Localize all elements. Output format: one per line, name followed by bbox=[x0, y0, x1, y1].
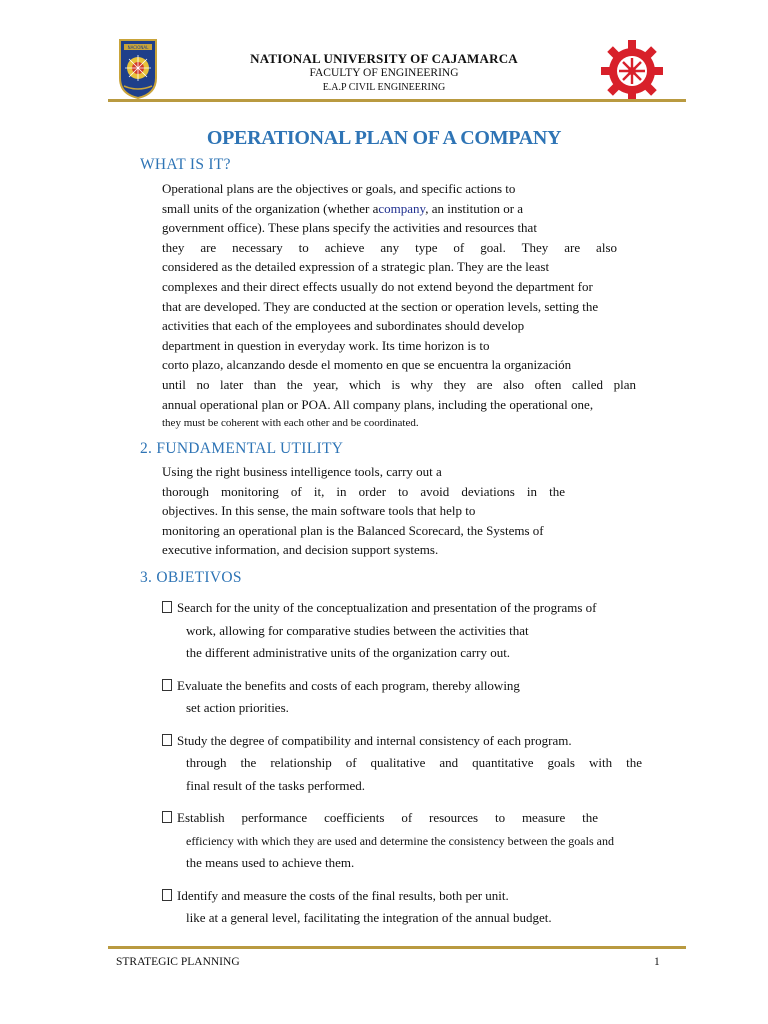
paragraph-line: corto plazo, alcanzando desde el momento en que se encuentra la organización bbox=[162, 357, 572, 373]
checkbox-glyph-icon bbox=[162, 601, 172, 613]
section-heading-objetivos: 3. OBJETIVOS bbox=[140, 569, 242, 586]
paragraph-line: monitoring an operational plan is the Balanced Scorecard, the Systems of bbox=[162, 522, 544, 538]
svg-text:NACIONAL: NACIONAL bbox=[127, 45, 149, 50]
section-paragraph-what-is-it bbox=[162, 179, 674, 434]
paragraph-line: until no later than the year, which is why they are also often called plan bbox=[162, 376, 636, 392]
paragraph-line: thorough monitoring of it, in order to avoid deviations in the bbox=[162, 483, 565, 499]
faculty-name: FACULTY OF ENGINEERING bbox=[309, 67, 459, 79]
company-link[interactable]: company bbox=[378, 200, 426, 216]
paragraph-line: Using the right business intelligence tools, carry out a bbox=[162, 464, 442, 479]
list-item: Study the degree of compatibility and internal consistency of each program. through the relationship of qualitative and quantitative goals with the final result of the tasks performed. bbox=[162, 730, 692, 798]
page-header bbox=[0, 0, 768, 110]
paragraph-line: that are developed. They are conducted at the section or operation levels, setting the bbox=[162, 298, 599, 314]
list-item: Evaluate the benefits and costs of each program, thereby allowing set action priorities. bbox=[162, 675, 692, 720]
page-number: 1 bbox=[654, 956, 660, 968]
list-item: Establish performance coefficients of resources to measure the efficiency with which they are used and determine the consistency between the goals and the means used to achieve them. bbox=[162, 807, 692, 875]
checkbox-glyph-icon bbox=[162, 811, 172, 823]
checkbox-glyph-icon bbox=[162, 679, 172, 691]
school-name: E.A.P CIVIL ENGINEERING bbox=[322, 82, 446, 93]
paragraph-line: they are necessary to achieve any type of goal. They are also bbox=[162, 239, 617, 255]
checkbox-glyph-icon bbox=[162, 889, 172, 901]
header-divider bbox=[108, 99, 686, 102]
list-item: Identify and measure the costs of the final results, both per unit. like at a general level, facilitating the integration of the annual budget. bbox=[162, 885, 692, 930]
paragraph-line: complexes and their direct effects usually do not extend beyond the department for bbox=[162, 278, 593, 294]
section-heading-fundamental-utility: 2. FUNDAMENTAL UTILITY bbox=[140, 440, 344, 457]
footer-title: STRATEGIC PLANNING bbox=[116, 956, 240, 968]
paragraph-line: Operational plans are the objectives or goals, and specific actions to bbox=[162, 181, 516, 196]
list-item: Search for the unity of the conceptualization and presentation of the programs of work, allowing for comparative studies between the activities that the different administrative units of the organization carry out. bbox=[162, 597, 692, 665]
university-name: NATIONAL UNIVERSITY OF CAJAMARCA bbox=[250, 51, 518, 66]
paragraph-line: activities that each of the employees and subordinates should develop bbox=[162, 318, 525, 334]
document-title: OPERATIONAL PLAN OF A COMPANY bbox=[206, 127, 562, 149]
paragraph-line: objectives. In this sense, the main software tools that help to bbox=[162, 503, 476, 519]
paragraph-line: considered as the detailed expression of a strategic plan. They are the least bbox=[162, 259, 550, 275]
engineering-gear-icon bbox=[601, 40, 663, 102]
paragraph-line: small units of the organization (whether acompany, an institution or a bbox=[162, 200, 524, 216]
paragraph-line: department in question in everyday work. Its time horizon is to bbox=[162, 337, 490, 353]
paragraph-line: executive information, and decision support systems. bbox=[162, 542, 439, 558]
footer-divider bbox=[108, 946, 686, 949]
paragraph-line: they must be coherent with each other and be coordinated. bbox=[162, 417, 419, 430]
paragraph-line: annual operational plan or POA. All company plans, including the operational one, bbox=[162, 396, 594, 412]
objectives-list bbox=[162, 597, 692, 940]
paragraph-line: government office). These plans specify the activities and resources that bbox=[162, 220, 537, 236]
section-paragraph-fundamental-utility bbox=[162, 462, 674, 560]
checkbox-glyph-icon bbox=[162, 734, 172, 746]
section-heading-what-is-it: WHAT IS IT? bbox=[140, 156, 231, 173]
